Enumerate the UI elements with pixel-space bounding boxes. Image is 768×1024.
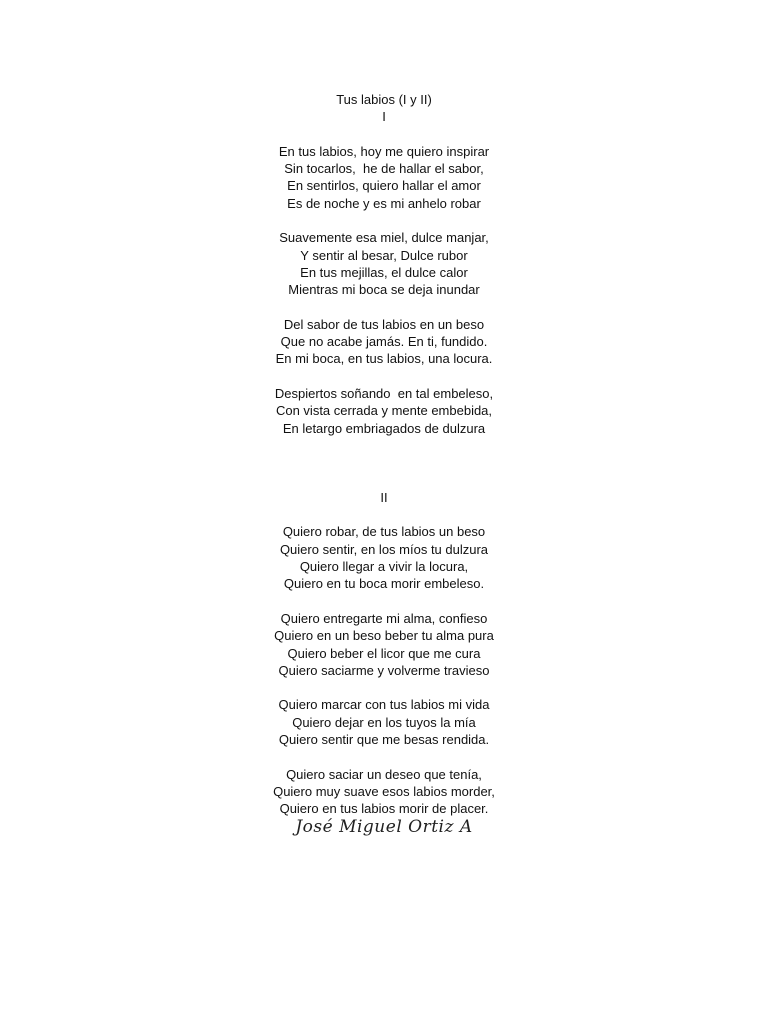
poem-line: Quiero robar, de tus labios un beso: [282, 524, 486, 540]
poem-line: Quiero saciar un deseo que tenía,: [286, 766, 482, 782]
poem-line: Suavemente esa miel, dulce manjar,: [279, 230, 489, 246]
poem-line: Quiero beber el licor que me cura: [287, 645, 481, 661]
poem-line: Quiero muy suave esos labios morder,: [273, 783, 495, 799]
poem-line: Quiero llegar a vivir la locura,: [299, 559, 469, 575]
stanza-2-1: [0, 523, 768, 592]
section-divider-space: [0, 454, 768, 489]
section-heading-1: I: [382, 109, 386, 125]
poem-line: Y sentir al besar, Dulce rubor: [300, 247, 468, 263]
poem-line: Sin tocarlos, he de hallar el sabor,: [284, 161, 484, 177]
poem-line: Del sabor de tus labios en un beso: [283, 316, 485, 332]
poem-line: Mientras mi boca se deja inundar: [288, 282, 480, 298]
poem-line: Quiero en tu boca morir embeleso.: [283, 576, 485, 592]
section-heading-2: II: [380, 489, 388, 505]
poem-line: Con vista cerrada y mente embebida,: [275, 403, 493, 419]
poem-title: Tus labios (I y II): [336, 92, 432, 107]
poem-line: Es de noche y es mi anhelo robar: [287, 195, 481, 211]
poem-line: En sentirlos, quiero hallar el amor: [287, 178, 481, 194]
poem-line: Quiero dejar en los tuyos la mía: [292, 714, 476, 730]
poem-line: Que no acabe jamás. En ti, fundido.: [280, 334, 488, 350]
stanza-2-4: [0, 766, 768, 818]
stanza-1-1: [0, 143, 768, 212]
poem-line: Despiertos soñando en tal embeleso,: [274, 386, 494, 402]
poem-line: En tus mejillas, el dulce calor: [300, 264, 468, 280]
poem-line: Quiero sentir que me besas rendida.: [278, 731, 490, 747]
poem-line: Quiero marcar con tus labios mi vida: [278, 697, 490, 713]
poem-line: En tus labios, hoy me quiero inspirar: [278, 143, 490, 159]
author-signature: José Miguel Ortiz A: [295, 817, 473, 837]
poem-line: Quiero en un beso beber tu alma pura: [274, 628, 494, 644]
poem-line: Quiero entregarte mi alma, confieso: [280, 610, 488, 626]
stanza-2-3: [0, 696, 768, 748]
poem-page: [0, 91, 768, 835]
stanza-1-4: [0, 385, 768, 437]
poem-line: Quiero en tus labios morir de placer.: [279, 801, 489, 817]
poem-line: Quiero saciarme y volverme travieso: [278, 662, 490, 678]
poem-line: En mi boca, en tus labios, una locura.: [275, 351, 493, 367]
poem-line: Quiero sentir, en los míos tu dulzura: [279, 541, 489, 557]
stanza-1-2: [0, 229, 768, 298]
stanza-2-2: [0, 610, 768, 679]
stanza-1-3: [0, 316, 768, 368]
poem-line: En letargo embriagados de dulzura: [282, 420, 486, 436]
